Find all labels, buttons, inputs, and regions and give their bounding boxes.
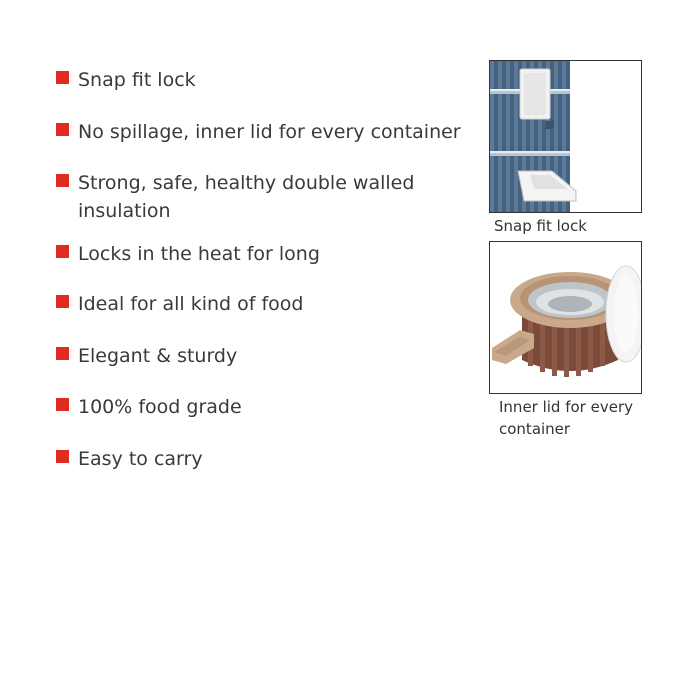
feature-label: Easy to carry bbox=[78, 448, 203, 470]
feature-label: No spillage, inner lid for every container bbox=[78, 121, 461, 143]
feature-label: Ideal for all kind of food bbox=[78, 293, 304, 315]
feature-label: Snap fit lock bbox=[78, 69, 196, 91]
bullet-marker bbox=[56, 123, 69, 136]
feature-item-food-grade bbox=[56, 393, 476, 421]
bullet-marker bbox=[56, 398, 69, 411]
bullet-marker bbox=[56, 347, 69, 360]
bullet-marker bbox=[56, 71, 69, 84]
feature-item-heat bbox=[56, 240, 476, 268]
feature-item-carry bbox=[56, 445, 476, 473]
feature-item-no-spillage bbox=[56, 118, 476, 146]
feature-item-insulation bbox=[56, 169, 436, 225]
inner-lid-photo bbox=[489, 241, 642, 394]
feature-label: Elegant & sturdy bbox=[78, 345, 238, 367]
bullet-marker bbox=[56, 174, 69, 187]
snap-lock-illustration bbox=[490, 61, 642, 213]
bullet-marker bbox=[56, 295, 69, 308]
feature-label: Strong, safe, healthy double walled insulation bbox=[78, 172, 415, 222]
feature-label: Locks in the heat for long bbox=[78, 243, 320, 265]
feature-item-food bbox=[56, 290, 476, 318]
snap-lock-photo bbox=[489, 60, 642, 213]
inner-lid-caption: Inner lid for every container bbox=[499, 398, 633, 438]
feature-item-snap-fit bbox=[56, 66, 476, 94]
bullet-marker bbox=[56, 450, 69, 463]
inner-lid-illustration bbox=[490, 242, 642, 394]
feature-list bbox=[0, 0, 480, 500]
bullet-marker bbox=[56, 245, 69, 258]
feature-item-elegant bbox=[56, 342, 476, 370]
feature-label: 100% food grade bbox=[78, 396, 242, 418]
snap-lock-caption: Snap fit lock bbox=[494, 217, 587, 235]
